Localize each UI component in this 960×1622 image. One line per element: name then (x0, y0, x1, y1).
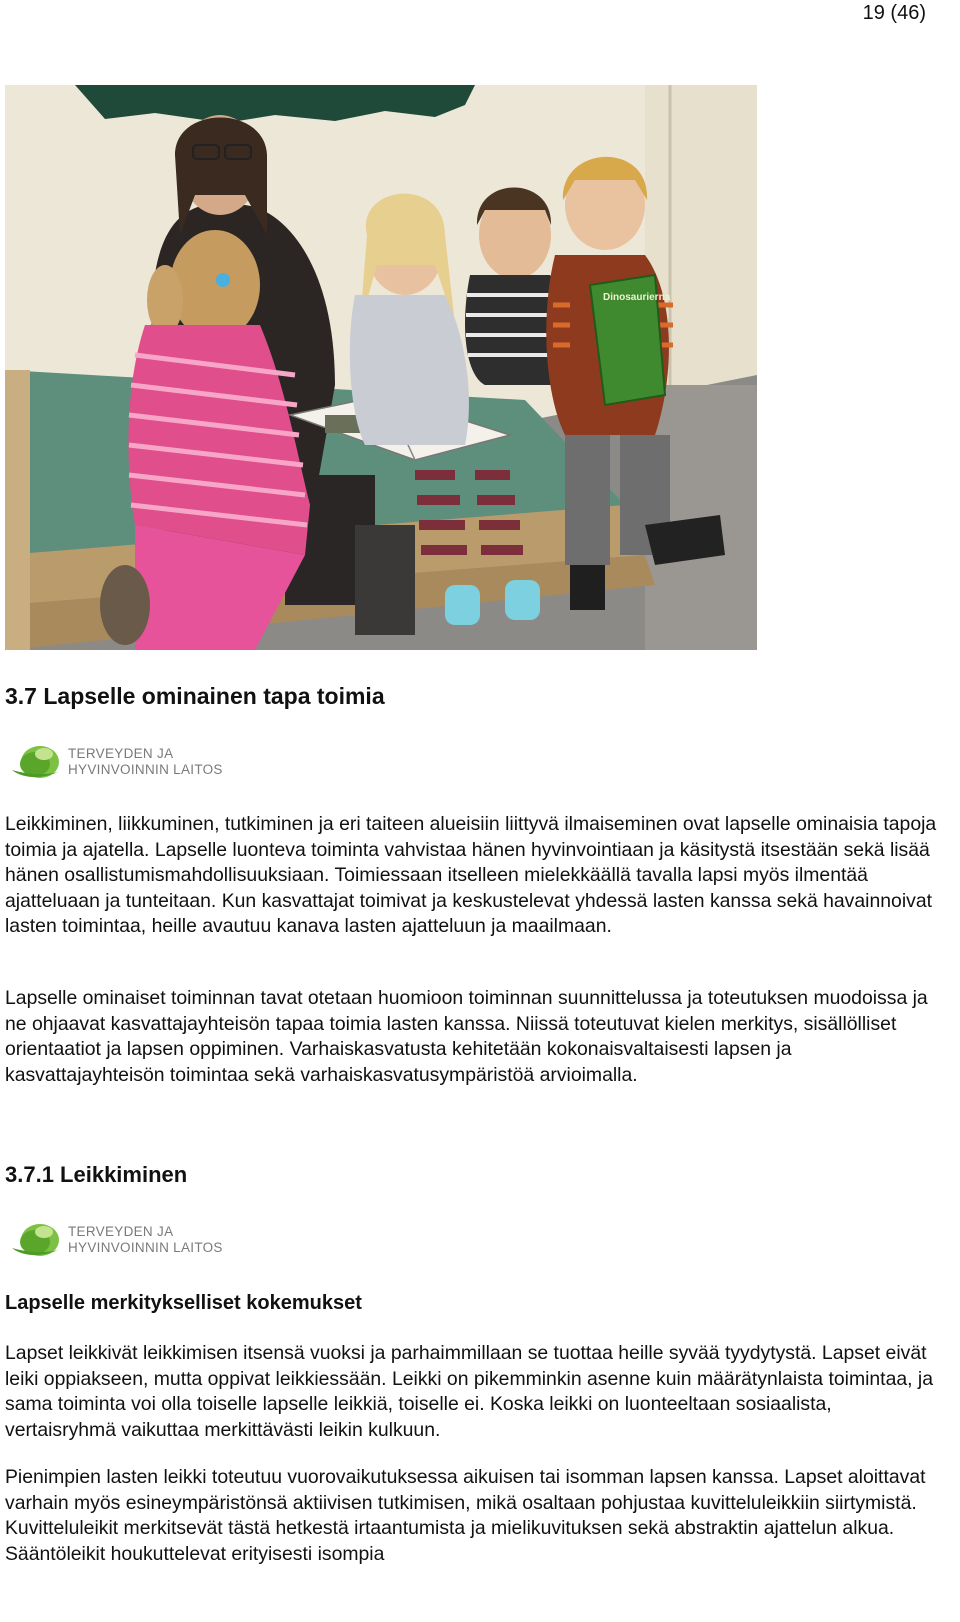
intro-paragraph-1: Leikkiminen, liikkuminen, tutkiminen ja eri taiteen alueisiin liittyvä ilmaiseminen ovat lapselle ominaisia tapoja toimia ja ajatella. Lapselle luonteva toiminta vahvistaa hänen hyvinvointiaan ja käsitystä itsestään sekä lisää hänen osallistumismahdollisuuksiaan. Toimiessaan itselleen mielekkäällä tavalla lapsi myös ilmentää ajatteluaan ja tunteitaan. Kun kasvattajat toimivat ja keskustelevat yhdessä lasten kanssa sekä havainnoivat lasten toimintaa, heille avautuu kanava lasten ajatteluun ja maailmaan. (5, 813, 937, 938)
book-title: Dinosaurierna (603, 292, 671, 303)
logo-line1: TERVEYDEN JA (68, 746, 174, 761)
photo-adult-reading-to-children (5, 85, 757, 650)
leaf-icon (10, 740, 62, 782)
logo-2-line2: HYVINVOINNIN LAITOS (68, 1240, 223, 1255)
page-number: 19 (46) (862, 2, 926, 24)
play-paragraph-2: Pienimpien lasten leikki toteutuu vuorovaikutuksessa aikuisen tai isomman lapsen kanssa. Lapset aloittavat varhain myös esineympäristönsä aktiivisen tutkimisen, mikä osaltaan pohjustaa kuvitteluleikkiin siirtymistä. Kuvitteluleikit merkitsevät tästä hetkestä irtaantumista ja mielikuvituksen sekä abstraktin ajattelun alkua. Sääntöleikit houkuttelevat erityisesti isompia (5, 1466, 926, 1565)
logo-line2: HYVINVOINNIN LAITOS (68, 762, 223, 777)
thl-logo (10, 740, 250, 784)
subsection-heading: 3.7.1 Leikkiminen (5, 1162, 188, 1187)
subsub-heading: Lapselle merkitykselliset kokemukset (5, 1292, 362, 1314)
intro-paragraph-2: Lapselle ominaiset toiminnan tavat otetaan huomioon toiminnan suunnittelussa ja toteutuksen muodoissa ja ne ohjaavat kasvattajayhteisön tapaa toimia lasten kanssa. Niissä toteutuvat kielen merkitys, sisällölliset orientaatiot ja lapsen oppiminen. Varhaiskasvatusta kehitetään kokonaisvaltaisesti lapsen ja kasvattajayhteisön toimintaa sekä varhaiskasvatusympäristöä arvioimalla. (5, 987, 928, 1086)
photo-illustration (5, 85, 757, 650)
play-paragraph-1: Lapset leikkivät leikkimisen itsensä vuoksi ja parhaimmillaan se tuottaa heille syvää tyydytystä. Lapset eivät leiki oppiakseen, mutta oppivat leikkiessään. Leikki on pikemminkin asenne kuin määrätynlaista toimintaa, ja sama toiminta voi olla toiselle lapselle leikkiä, toiselle ei. Koska leikki on luonteeltaan sosiaalista, vertaisryhmä vaikuttaa merkittävästi leikin kulkuun. (5, 1342, 934, 1441)
leaf-icon-2 (10, 1218, 62, 1260)
thl-logo-2 (10, 1218, 250, 1262)
section-heading: 3.7 Lapselle ominainen tapa toimia (5, 683, 385, 709)
logo-2-line1: TERVEYDEN JA (68, 1224, 174, 1239)
